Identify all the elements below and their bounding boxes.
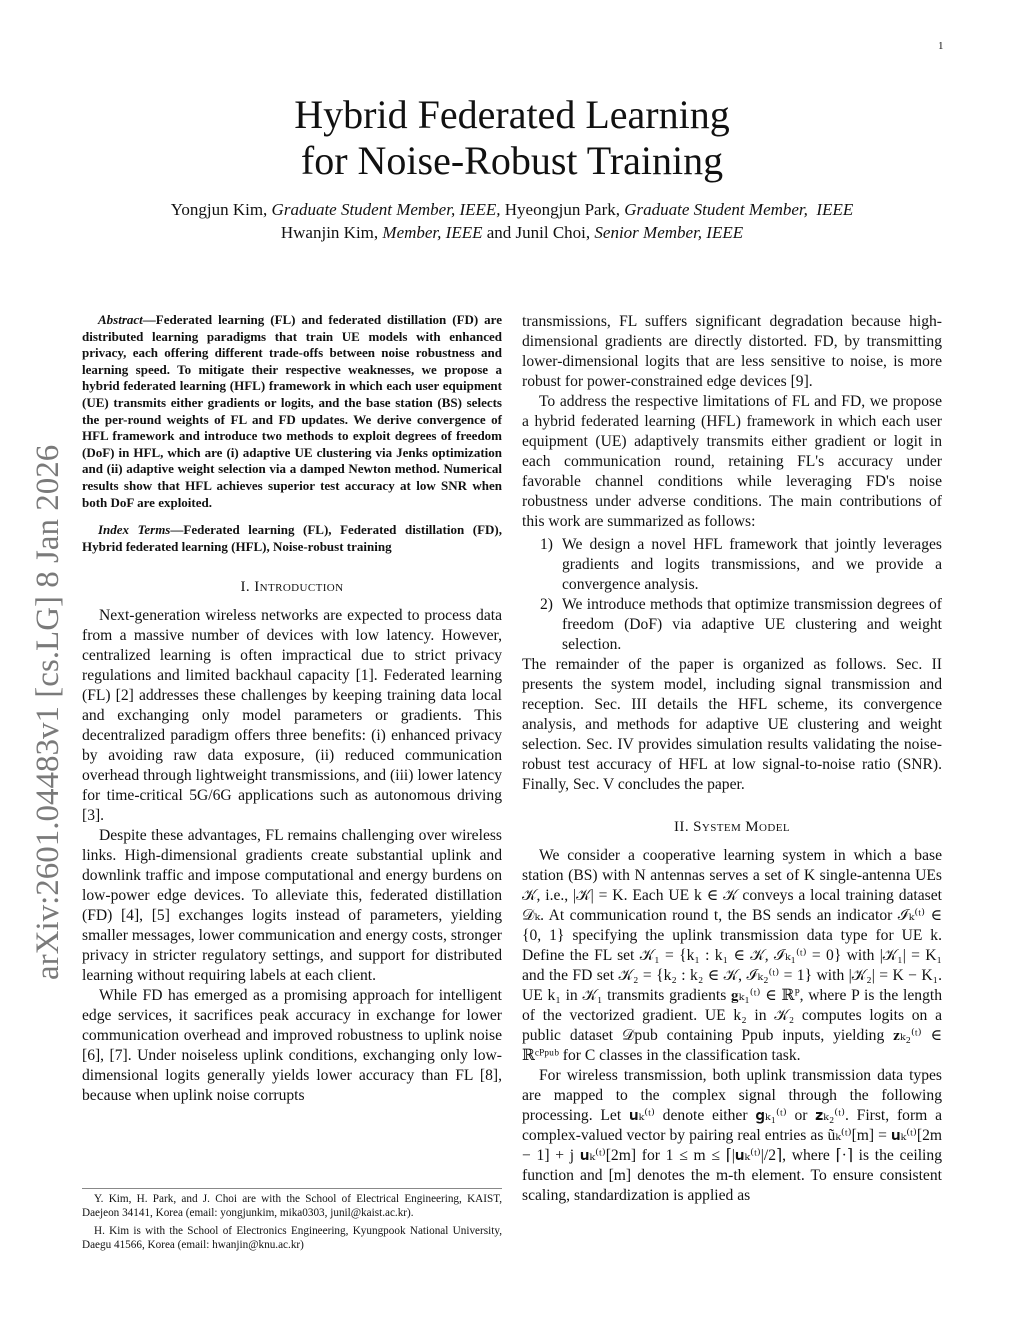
section-heading-system-model: II. System Model	[674, 819, 790, 835]
author-block	[80, 198, 944, 244]
contributions-list	[522, 535, 942, 655]
system-model-paragraph-2: For wireless transmission, both uplink transmission data types are mapped to the complex signal through the following processing. Let 𝐮ₖ⁽ᵗ⁾ denote either 𝐠ₖ₁⁽ᵗ⁾ or 𝐳ₖ₂⁽ᵗ⁾. First, form a complex-valued vector by pairing real entries as ũₖ⁽ᵗ⁾[m] = 𝐮ₖ⁽ᵗ⁾[2m − 1] + j 𝐮ₖ⁽ᵗ⁾[2m] for 1 ≤ m ≤ ⌈|𝐮ₖ⁽ᵗ⁾|/2⌉, where ⌈·⌉ is the ceiling function and [m] denotes the m-th element. To ensure consistent scaling, standardization is applied as	[522, 1067, 942, 1204]
footnote-affiliation-2: H. Kim is with the School of Electronics Engineering, Kyungpook National University, Daegu 41566, Korea (email: hwanjin@knu.ac.kr)	[82, 1224, 502, 1252]
author-name: Yongjun Kim,	[170, 200, 268, 219]
author-name: Junil Choi,	[515, 223, 591, 242]
list-item	[522, 595, 942, 655]
page-number: 1	[938, 40, 944, 52]
footnote-affiliation-1: Y. Kim, H. Park, and J. Choi are with the School of Electrical Engineering, KAIST, Daejeon 34141, Korea (email: yongjunkim, mika0303, junil@kaist.ac.kr).	[82, 1193, 502, 1220]
author-membership: Graduate Student Member, IEEE	[624, 200, 854, 219]
author-name: Hwanjin Kim,	[280, 223, 379, 242]
title-line-1: Hybrid Federated Learning	[294, 92, 730, 137]
title-line-2: for Noise-Robust Training	[300, 138, 724, 183]
intro-paragraph-2: Despite these advantages, FL remains challenging over wireless links. High-dimensional gradients create substantial uplink and downlink traffic and impose computational and energy burdens on low-power edge devices. To alleviate this, federated distillation (FD) [4], [5] exchanges logits instead of parameters, yielding smaller messages, lower communication and energy costs, stronger privacy in stricter regulatory settings, and support for distributed learning without requiring labels at each client.	[82, 827, 502, 985]
intro-paragraph-4: To address the respective limitations of FL and FD, we propose a hybrid federated learning (HFL) framework in which each user equipment (UE) adaptively transmits either gradient or logit in each communication round, retaining FL's accuracy under favorable channel conditions while leveraging FD's noise robustness under adverse conditions. The main contributions of this work are summarized as follows:	[522, 393, 942, 530]
intro-paragraph-1: Next-generation wireless networks are expected to process data from a massive number of devices with low latency. However, centralized learning is often impractical due to strict privacy regulations and limited backhaul capacity [1]. Federated learning (FL) [2] addresses these challenges by keeping training data local and exchanging only model parameters or gradients. This decentralized paradigm offers three benefits: (i) enhanced privacy by avoiding raw data exposure, (ii) reduced communication overhead through lightweight transmissions, and (iii) lower latency for time-critical 5G/6G applications such as autonomous driving [3].	[82, 607, 502, 825]
list-item-text: We introduce methods that optimize transmission degrees of freedom (DoF) via adaptive UE clustering and weight selection.	[562, 596, 942, 653]
intro-paragraph-3-continued: transmissions, FL suffers significant degradation because high-dimensional gradients are directly distorted. FD, by transmitting lower-dimensional logits that are less sensitive to noise, is more robust for power-constrained edge devices [9].	[522, 313, 942, 390]
index-terms-label: Index Terms	[98, 522, 171, 538]
author-conjunction: and	[486, 223, 512, 242]
abstract-label: Abstract	[98, 312, 143, 327]
abstract-text: —Federated learning (FL) and federated distillation (FD) are distributed learning paradigms that train UE models with enhanced privacy, each offering different trade-offs between noise robustness and learning speed. To mitigate their respective weaknesses, we propose a hybrid federated learning (HFL) framework in which each user equipment (UE) transmits either gradients or logits, and the base station (BS) selects the per-round weights of FL and FD updates. We derive convergence of HFL framework and introduce two methods to exploit degrees of freedom (DoF) in HFL, which are (i) adaptive UE clustering via Jenks optimization and (ii) adaptive weight selection via a damped Newton method. Numerical results show that HFL achieves superior test accuracy at low SNR when both DoF are exploited.	[82, 312, 502, 510]
list-item-text: We design a novel HFL framework that jointly leverages gradients and logits transmissions, and we provide a convergence analysis.	[562, 536, 942, 593]
paper-title	[112, 92, 912, 184]
section-heading-introduction: I. Introduction	[240, 579, 344, 596]
left-column	[82, 312, 502, 1106]
abstract	[82, 312, 502, 511]
author-membership: Member, IEEE	[382, 223, 483, 242]
arxiv-identifier-stamp: arXiv:2601.04483v1 [cs.LG] 8 Jan 2026	[30, 444, 66, 980]
author-line-1	[80, 198, 944, 221]
author-line-2	[80, 221, 944, 244]
author-membership: Graduate Student Member, IEEE,	[271, 200, 501, 219]
intro-paragraph-5: The remainder of the paper is organized as follows. Sec. II presents the system model, including signal transmission and reception. Sec. III details the HFL scheme, its convergence analysis, and methods for adaptive UE clustering and weight selection. Sec. IV provides simulation results validating the noise-robust test accuracy of HFL at low signal-to-noise ratio (SNR). Finally, Sec. V concludes the paper.	[522, 656, 942, 793]
author-name: Hyeongjun Park,	[504, 200, 620, 219]
author-membership: Senior Member, IEEE	[594, 223, 744, 242]
list-item	[522, 535, 942, 595]
system-model-paragraph-1: We consider a cooperative learning system in which a base station (BS) with N antennas serves a set of K single-antenna UEs 𝒦, i.e., |𝒦| = K. Each UE k ∈ 𝒦 conveys a local training dataset 𝒟ₖ. At communication round t, the BS sends an indicator ℐₖ⁽ᵗ⁾ ∈ {0, 1} specifying the uplink transmission data type for UE k. Define the FL set 𝒦₁ = {k₁ : k₁ ∈ 𝒦, ℐₖ₁⁽ᵗ⁾ = 0} with |𝒦₁| = K₁ and the FD set 𝒦₂ = {k₂ : k₂ ∈ 𝒦, ℐₖ₂⁽ᵗ⁾ = 1} with |𝒦₂| = K − K₁. UE k₁ in 𝒦₁ transmits gradients 𝐠ₖ₁⁽ᵗ⁾ ∈ ℝᴾ, where P is the length of the vectorized gradient. UE k₂ in 𝒦₂ computes logits on a public dataset 𝒟pub containing Ppub inputs, yielding 𝐳ₖ₂⁽ᵗ⁾ ∈ ℝᶜᴾᵖᵘᵇ for C classes in the classification task.	[522, 847, 942, 1064]
index-terms-text: —Federated learning (FL), Federated distillation (FD), Hybrid federated learning (HFL), Noise-robust training	[82, 522, 502, 554]
list-item-number: 1)	[540, 536, 553, 553]
index-terms	[82, 522, 502, 555]
right-column	[522, 312, 942, 1206]
list-item-number: 2)	[540, 596, 553, 613]
footnotes	[82, 1188, 502, 1256]
intro-paragraph-3: While FD has emerged as a promising approach for intelligent edge services, it sacrifices peak accuracy in exchange for lower communication overhead and improved robustness to uplink noise [6], [7]. Under noiseless uplink conditions, exchanging only low-dimensional logits generally yields lower accuracy than FL [8], because when uplink noise corrupts	[82, 987, 502, 1105]
